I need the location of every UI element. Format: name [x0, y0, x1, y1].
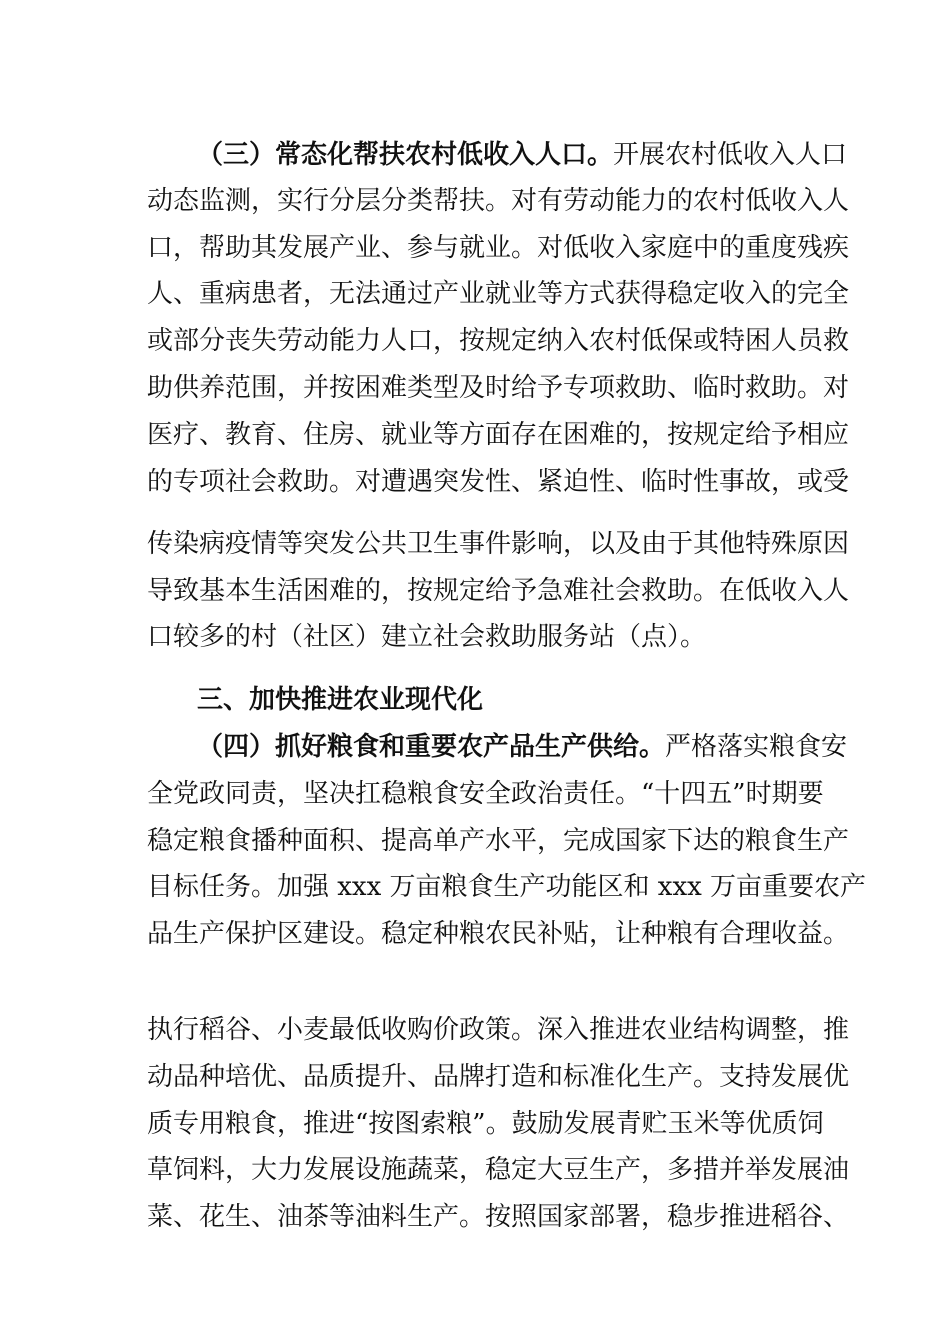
paragraph-3-line: 传染病疫情等突发公共卫生事件影响，以及由于其他特殊原因 [147, 529, 850, 559]
paragraph-4-line: 目标任务。加强 xxx 万亩粮食生产功能区和 xxx 万亩重要农产 [147, 872, 867, 902]
paragraph-4-line: 执行稻谷、小麦最低收购价政策。深入推进农业结构调整，推 [147, 1015, 850, 1045]
paragraph-3-line: 动态监测，实行分层分类帮扶。对有劳动能力的农村低收入人 [147, 186, 850, 216]
section-title: 三、加快推进农业现代化 [197, 685, 484, 715]
paragraph-4-line-1 [197, 731, 857, 763]
paragraph-4-line: 稳定粮食播种面积、提高单产水平，完成国家下达的粮食生产 [147, 826, 850, 856]
paragraph-3-line: 人、重病患者，无法通过产业就业等方式获得稳定收入的完全 [147, 279, 850, 309]
paragraph-3-line: 口，帮助其发展产业、参与就业。对低收入家庭中的重度残疾 [147, 233, 850, 263]
paragraph-4-line: 菜、花生、油茶等油料生产。按照国家部署，稳步推进稻谷、 [147, 1202, 850, 1232]
paragraph-3-line: 的专项社会救助。对遭遇突发性、紧迫性、临时性事故，或受 [147, 467, 850, 497]
paragraph-4-line: 质专用粮食，推进“按图索粮”。鼓励发展青贮玉米等优质饲 [147, 1109, 824, 1139]
paragraph-3-line: 口较多的村（社区）建立社会救助服务站（点）。 [147, 622, 707, 652]
paragraph-4-line: 草饲料，大力发展设施蔬菜，稳定大豆生产，多措并举发展油 [147, 1155, 850, 1185]
paragraph-3-heading: （三）常态化帮扶农村低收入人口。 [197, 140, 614, 170]
paragraph-3-line: 导致基本生活困难的，按规定给予急难社会救助。在低收入人 [147, 576, 850, 606]
paragraph-4-text: 严格落实粮食安 [665, 732, 848, 762]
paragraph-3-line: 助供养范围，并按困难类型及时给予专项救助、临时救助。对 [147, 373, 850, 403]
paragraph-4-line: 全党政同责，坚决扛稳粮食安全政治责任。“十四五”时期要 [147, 779, 824, 809]
paragraph-3-line: 医疗、教育、住房、就业等方面存在困难的，按规定给予相应 [147, 420, 850, 450]
paragraph-4-heading: （四）抓好粮食和重要农产品生产供给。 [197, 732, 666, 762]
paragraph-4-line: 动品种培优、品质提升、品牌打造和标准化生产。支持发展优 [147, 1062, 850, 1092]
paragraph-3-line-1 [197, 139, 857, 171]
paragraph-4-line: 品生产保护区建设。稳定种粮农民补贴，让种粮有合理收益。 [147, 919, 850, 949]
paragraph-3-text: 开展农村低收入人口 [613, 140, 848, 170]
paragraph-3-line: 或部分丧失劳动能力人口，按规定纳入农村低保或特困人员救 [147, 326, 850, 356]
